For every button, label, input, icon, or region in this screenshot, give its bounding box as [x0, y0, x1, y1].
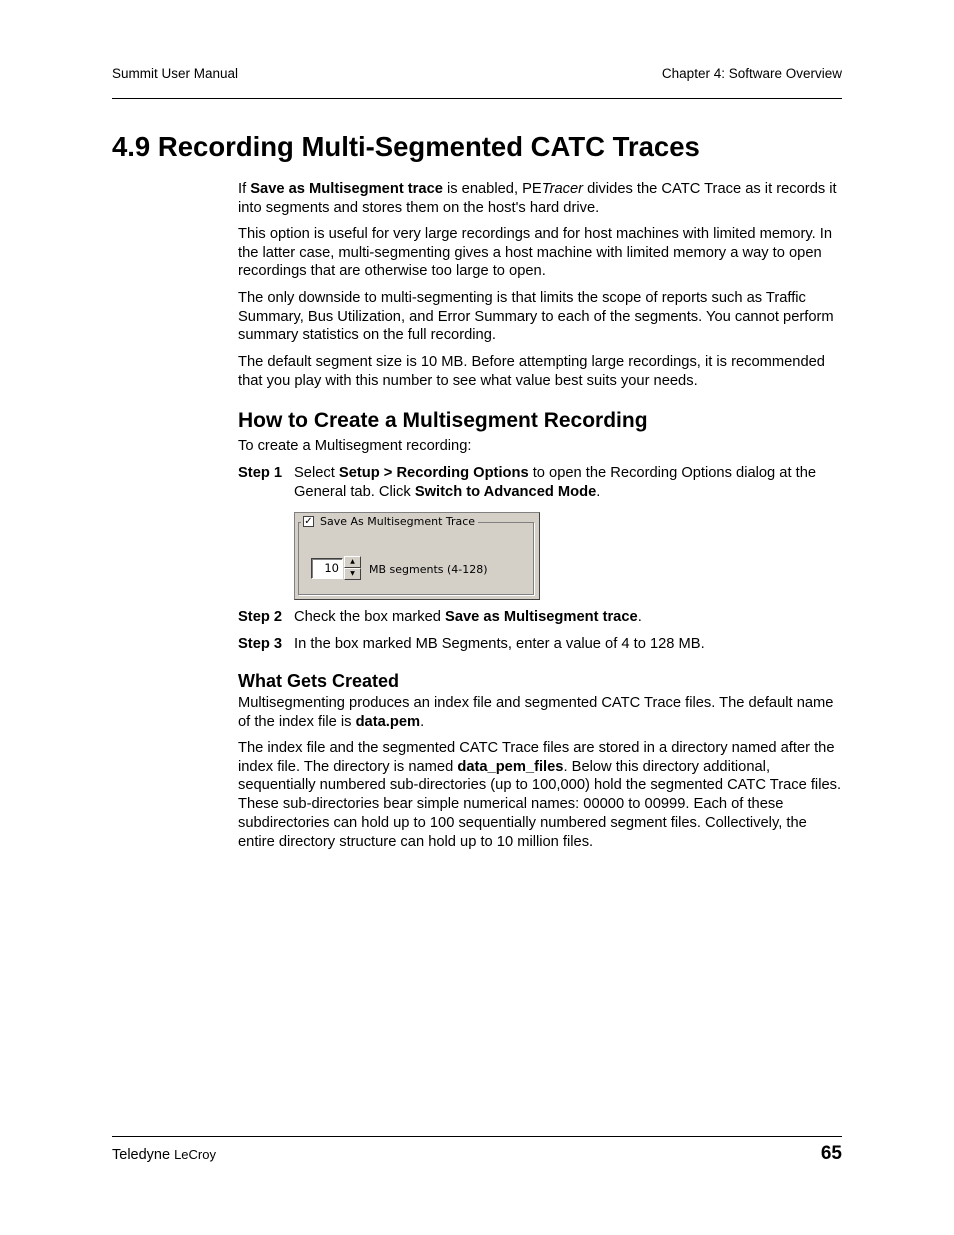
step-1-text: Select Setup > Recording Options to open the Recording Options dialog at the General tab. Click Switch to Advanced Mode. [294, 465, 817, 500]
intro-section [238, 180, 842, 217]
spin-down-icon[interactable]: ▼ [344, 568, 361, 580]
step-1-label: Step 1 [238, 465, 283, 481]
created-paragraph-1: Multisegmenting produces an index file and segmented CATC Trace files. The default name of the index file is data.pem. [238, 695, 834, 730]
what-gets-created-heading: What Gets Created [238, 671, 400, 691]
step-3-label: Step 3 [238, 636, 283, 652]
multisegment-checkbox-label: Save As Multisegment Trace [320, 515, 476, 528]
intro-paragraph-1: If Save as Multisegment trace is enabled, PETracer divides the CATC Trace as it records it into segments and stores them on the host's hard drive. [238, 181, 837, 216]
footer-company: Teledyne LeCroy [112, 1147, 216, 1163]
step-1 [238, 464, 842, 501]
spin-up-icon[interactable]: ▲ [344, 556, 361, 568]
intro-paragraph-4: The default segment size is 10 MB. Before attempting large recordings, it is recommended that you play with this number to see what value best suits your needs. [238, 354, 825, 389]
howto-lead: To create a Multisegment recording: [238, 438, 472, 454]
page-number: 65 [820, 1143, 842, 1164]
running-header-right: Chapter 4: Software Overview [661, 66, 842, 81]
created-paragraph-2: The index file and the segmented CATC Trace files are stored in a directory named after the index file. The directory is named data_pem_files. Below this directory additional, sequentially numbered sub-directories (up to 100,000) hold the segmented CATC Trace files. These sub-directories bear simple numerical names: 00000 to 00999. Each of these subdirectories can hold up to 100 sequentially numbered segment files. Collectively, the entire directory structure can hold up to 10 million files. [238, 740, 842, 850]
recording-options-dialog-screenshot [294, 512, 540, 600]
header-rule [112, 98, 842, 99]
mb-segments-input[interactable]: 10 [311, 558, 343, 579]
intro-paragraph-2: This option is useful for very large recordings and for host machines with limited memory. In the latter case, multi-segmenting gives a host machine with limited memory a way to open recordings that are otherwise too large to open. [238, 226, 833, 280]
multisegment-checkbox[interactable]: ✓ [304, 516, 313, 527]
step-2-text: Check the box marked Save as Multisegment trace. [294, 609, 642, 625]
step-2 [238, 608, 842, 627]
section-title: 4.9 Recording Multi-Segmented CATC Traces [112, 131, 700, 162]
howto-heading: How to Create a Multisegment Recording [238, 409, 648, 432]
footer-rule [112, 1136, 842, 1137]
step-3 [238, 635, 842, 654]
multisegment-checkbox-row[interactable] [301, 515, 478, 528]
running-header-left: Summit User Manual [112, 66, 239, 81]
intro-paragraph-3: The only downside to multi-segmenting is that limits the scope of reports such as Traffic Summary, Bus Utilization, and Error Summary to each of the segments. You cannot perform summary statistics on the full recording. [238, 290, 834, 344]
step-2-label: Step 2 [238, 609, 283, 625]
mb-segments-label: MB segments (4-128) [369, 563, 488, 576]
mb-segments-spinner[interactable] [344, 556, 361, 580]
step-3-text: In the box marked MB Segments, enter a value of 4 to 128 MB. [294, 636, 705, 652]
